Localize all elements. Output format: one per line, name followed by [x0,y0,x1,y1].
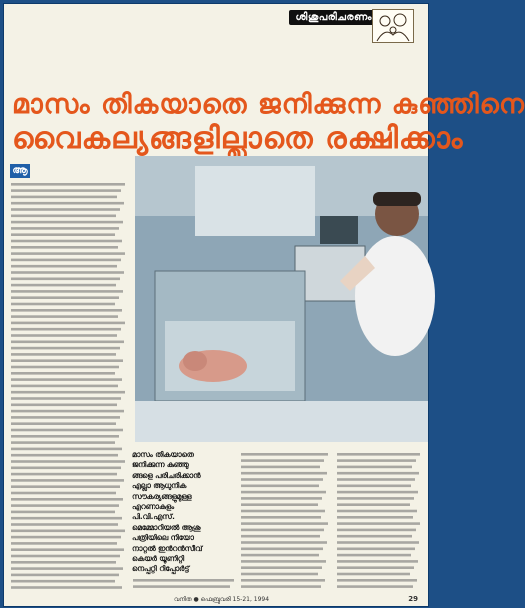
text-line [11,359,123,362]
text-line [241,554,319,557]
text-line [11,416,120,419]
text-line [337,491,418,494]
text-line [11,372,115,375]
text-line [337,478,415,481]
text-line [241,585,321,588]
text-line [11,504,119,507]
text-line [11,341,124,344]
text-line [11,580,115,583]
text-line [11,498,123,501]
text-line [337,466,412,469]
text-line [11,290,123,293]
text-line [241,510,325,513]
page-number: 29 [408,595,418,603]
article-column-left [10,180,127,590]
article-column-right [336,450,422,590]
body-text-lines [10,180,127,590]
text-line [337,573,410,576]
text-line [241,453,328,456]
photo-illustration [135,156,428,442]
text-line [337,535,412,538]
text-line [11,542,117,545]
text-line [11,454,118,457]
text-line [337,459,416,462]
text-line [241,478,323,481]
text-line [337,548,415,551]
text-line [337,516,413,519]
text-line [241,516,321,519]
text-line [11,246,118,249]
text-line [11,523,118,526]
nicu-photo [135,156,428,442]
text-line [241,529,324,532]
text-line [11,473,117,476]
text-line [241,541,327,544]
family-illustration-icon [372,9,414,43]
text-line [11,441,115,444]
text-line [11,530,125,533]
text-line [11,221,123,224]
text-line [241,491,326,494]
text-line [11,448,122,451]
headline-line-1: മാസം തികയാതെ ജനിക്കുന്ന കുഞ്ഞിനെ [12,89,525,120]
text-line [11,410,124,413]
text-line [11,391,125,394]
text-line [11,385,118,388]
text-line [241,548,323,551]
text-line [11,189,121,192]
text-line [337,560,418,563]
text-line [11,492,116,495]
text-line [11,460,125,463]
text-line [241,485,319,488]
text-line [11,315,118,318]
text-line [11,183,125,186]
text-line [337,529,416,532]
text-line [11,208,120,211]
text-line [11,227,119,230]
text-line [241,535,320,538]
text-line [11,561,116,564]
issue-date: വനിത ● ഫെബ്രുവരി 15-21, 1994 [174,596,270,603]
text-line [241,459,324,462]
text-line [11,202,124,205]
text-line [11,296,119,299]
text-line [11,479,124,482]
text-line [11,435,119,438]
article-column-middle [240,450,330,590]
text-line [337,453,420,456]
text-line [11,347,120,350]
drop-cap: ആ [10,164,30,178]
text-line [241,566,322,569]
text-line [337,554,411,557]
body-text-lines [132,576,236,592]
text-line [11,548,124,551]
magazine-page [3,3,525,607]
text-line [337,522,420,525]
text-line [11,353,116,356]
text-line [11,303,115,306]
text-line [11,265,117,268]
text-line [11,322,125,325]
text-line [241,503,318,506]
text-line [337,510,417,513]
text-line [337,497,414,500]
text-line [11,422,116,425]
text-line [133,585,230,588]
text-line [11,586,122,589]
text-line [337,585,413,588]
page-footer [4,594,428,606]
text-line [11,215,116,218]
text-line [11,429,123,432]
text-line [11,378,122,381]
text-line [11,334,117,337]
text-line [11,574,119,577]
text-line [11,397,121,400]
body-text-lines [240,450,330,590]
text-line [11,240,122,243]
section-tag: ശിശുപരിചരണം [289,10,378,25]
text-line [11,467,121,470]
headline-line-2: വൈകല്യങ്ങളില്ലാതെ രക്ഷിക്കാം [12,121,464,156]
text-line [241,466,320,469]
text-line [11,196,117,199]
text-line [11,278,120,281]
text-line [11,555,120,558]
text-line [241,573,318,576]
text-line [241,497,322,500]
text-line [11,485,120,488]
body-text-lines [336,450,422,590]
text-line [11,328,121,331]
text-line [337,566,414,569]
text-line [11,233,115,236]
text-line [11,259,121,262]
text-line [241,560,326,563]
text-line [241,579,325,582]
text-line [337,472,419,475]
text-line [11,284,116,287]
text-line [241,522,328,525]
text-line [337,503,410,506]
text-line [11,404,117,407]
text-line [11,567,123,570]
text-line [133,579,234,582]
text-line [11,309,122,312]
text-line [11,366,119,369]
article-column-bottom-middle [132,576,236,592]
text-line [11,536,121,539]
text-line [11,511,115,514]
text-line [11,517,122,520]
text-line [11,252,125,255]
text-line [11,271,124,274]
pull-quote: മാസം തികയാതെ ജനിക്കുന്ന കുഞ്ഞു ങ്ങളെ പരിചരിക്കാൻ എല്ലാ ആധുനിക സൗകര്യങ്ങളുമുള്ള എറണാകുളം പി.വി.എസ്. മെമ്മോറിയൽ ആശു പത്രിയിലെ നിയോ നാറ്റൽ ഇൻറൻസീവ് കെയർ യൂണിറ്റി നെപ്പറ്റി റിപ്പോർട്ട് [132,450,203,574]
text-line [241,472,327,475]
text-line [337,579,417,582]
text-line [337,485,411,488]
text-line [337,541,419,544]
